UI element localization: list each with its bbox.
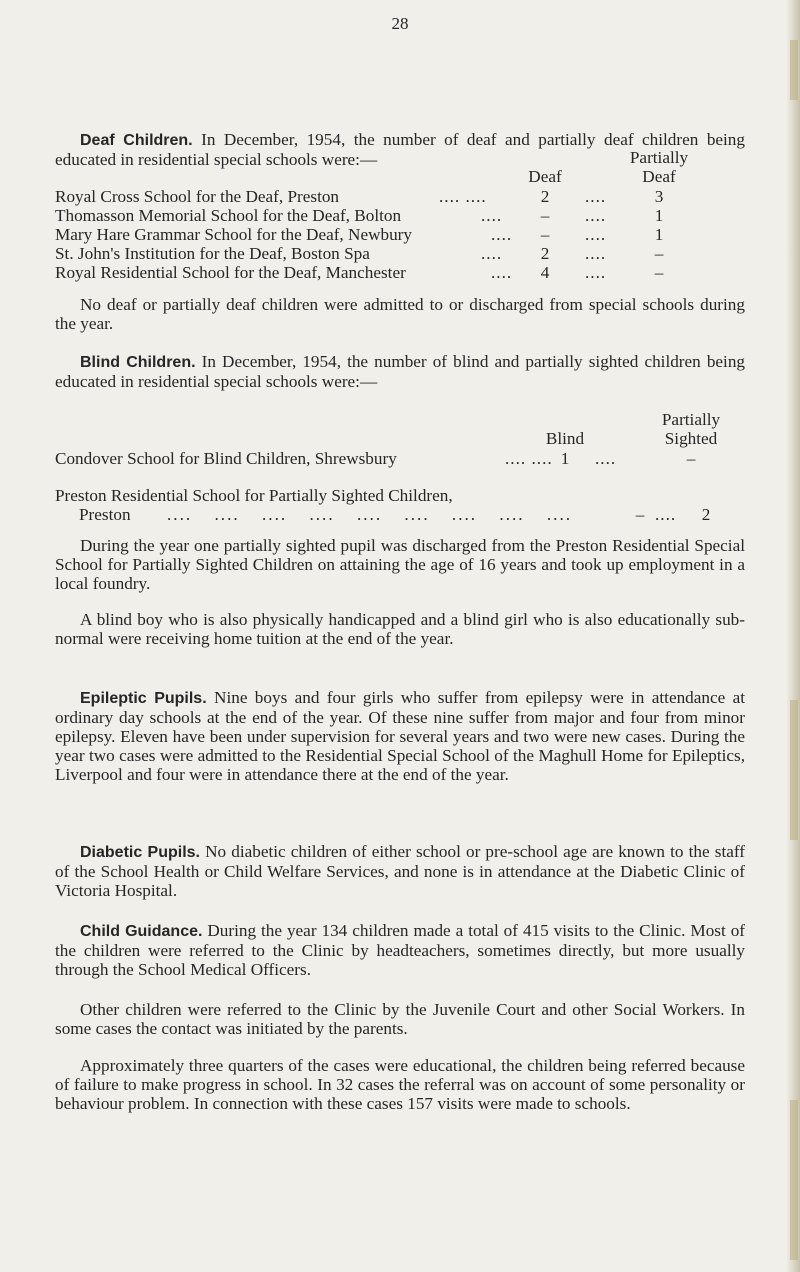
deaf-note: No deaf or partially deaf children were admitted to or discharged from special schools during the year. — [55, 295, 745, 333]
deaf-col-deaf: Deaf — [528, 167, 562, 186]
partially-deaf-count: 1 — [654, 206, 664, 225]
blind-col-blind: Blind — [545, 429, 585, 448]
partially-deaf-count: 1 — [654, 225, 664, 244]
partially-sighted-count: 2 — [701, 505, 711, 524]
partially-sighted-count: – — [686, 449, 696, 468]
table-row: Preston .... .... .... .... .... .... .... .... .... – .... 2 — [55, 505, 755, 525]
deaf-col-deaf2: Deaf — [642, 167, 676, 186]
table-row: Royal Residential School for the Deaf, Manchester .... 4 .... – — [55, 263, 755, 283]
table-row: Royal Cross School for the Deaf, Preston .... .... 2 .... 3 — [55, 187, 755, 207]
guidance-paragraph: Child Guidance. During the year 134 children made a total of 415 visits to the Clinic. Most of the children were referred to the Clinic by headteachers, sometimes directly, but more usually through the School Medical Officers. — [55, 921, 746, 979]
table-row: Thomasson Memorial School for the Deaf, Bolton .... – .... 1 — [55, 206, 755, 226]
partially-deaf-count: 3 — [654, 187, 664, 206]
school-name: Thomasson Memorial School for the Deaf, Bolton — [55, 206, 402, 225]
school-town: Preston — [79, 505, 131, 524]
blind-paragraph-tuition: A blind boy who is also physically handicapped and a blind girl who is also educationally sub-normal were receiving home tuition at the end of the year. — [55, 610, 745, 648]
blind-col-sighted: Sighted — [664, 429, 718, 448]
blind-count: 1 — [560, 449, 570, 468]
school-name: Royal Residential School for the Deaf, Manchester — [55, 263, 406, 282]
blind-count: – — [635, 505, 645, 524]
deaf-count: 2 — [540, 187, 550, 206]
blind-paragraph-discharge: During the year one partially sighted pupil was discharged from the Preston Residential Special School for Partially Sighted Children on attaining the age of 16 years and took up employment in a local foundry. — [55, 536, 745, 593]
school-name: Condover School for Blind Children, Shrewsbury — [55, 449, 397, 468]
blind-intro-text: In December, 1954, the number of blind and partially sighted children being educated in residential special schools were:— — [55, 352, 746, 391]
table-row: Condover School for Blind Children, Shrewsbury .... .... 1 .... – — [55, 449, 755, 469]
epileptic-heading: Epileptic Pupils. — [80, 690, 207, 707]
table-row: Mary Hare Grammar School for the Deaf, Newbury .... – .... 1 — [55, 225, 755, 245]
deaf-col-partially: Partially — [629, 148, 689, 167]
guidance-heading: Child Guidance. — [80, 923, 203, 940]
diabetic-heading: Diabetic Pupils. — [80, 844, 200, 861]
school-name: Royal Cross School for the Deaf, Preston — [55, 187, 340, 206]
table-row: St. John's Institution for the Deaf, Boston Spa .... 2 .... – — [55, 244, 755, 264]
page-number: 28 — [391, 14, 409, 33]
deaf-count: – — [540, 225, 550, 244]
blind-heading: Blind Children. — [80, 354, 196, 371]
table-row — [55, 486, 755, 506]
blind-col-partially: Partially — [661, 410, 721, 429]
school-name: St. John's Institution for the Deaf, Boston Spa — [55, 244, 370, 263]
epileptic-paragraph: Epileptic Pupils. Nine boys and four girls who suffer from epilepsy were in attendance at ordinary day schools at the end of the year. Of these nine suffer from major and four from minor epilepsy. Eleven have been under supervision for several years and two were new cases. During the year two cases were admitted to the Residential Special School of the Maghull Home for Epileptics, Liverpool and four were in attendance there at the end of the year. — [55, 688, 746, 784]
school-name: Mary Hare Grammar School for the Deaf, Newbury — [55, 225, 412, 244]
partially-deaf-count: – — [654, 263, 664, 282]
deaf-count: – — [540, 206, 550, 225]
partially-deaf-count: – — [654, 244, 664, 263]
guidance-paragraph-3: Approximately three quarters of the cases were educational, the children being referred because of failure to make progress in school. In 32 cases the referral was on account of some personality or behaviour problem. In connection with these cases 157 visits were made to schools. — [55, 1056, 745, 1113]
diabetic-paragraph: Diabetic Pupils. No diabetic children of either school or pre-school age are known to the staff of the School Health or Child Welfare Services, and none is in attendance at the Diabetic Clinic of Victoria Hospital. — [55, 842, 746, 900]
school-name: Preston Residential School for Partially Sighted Children, — [55, 486, 453, 505]
deaf-heading: Deaf Children. — [80, 132, 193, 149]
deaf-count: 2 — [540, 244, 550, 263]
blind-intro-paragraph — [55, 352, 745, 391]
page-edge-shadow — [786, 0, 800, 1272]
deaf-intro-text: In December, 1954, the number of deaf and partially deaf children being educated in residential special schools were:— — [55, 130, 745, 169]
deaf-count: 4 — [540, 263, 550, 282]
guidance-paragraph-2: Other children were referred to the Clinic by the Juvenile Court and other Social Workers. In some cases the contact was initiated by the parents. — [55, 1000, 745, 1038]
